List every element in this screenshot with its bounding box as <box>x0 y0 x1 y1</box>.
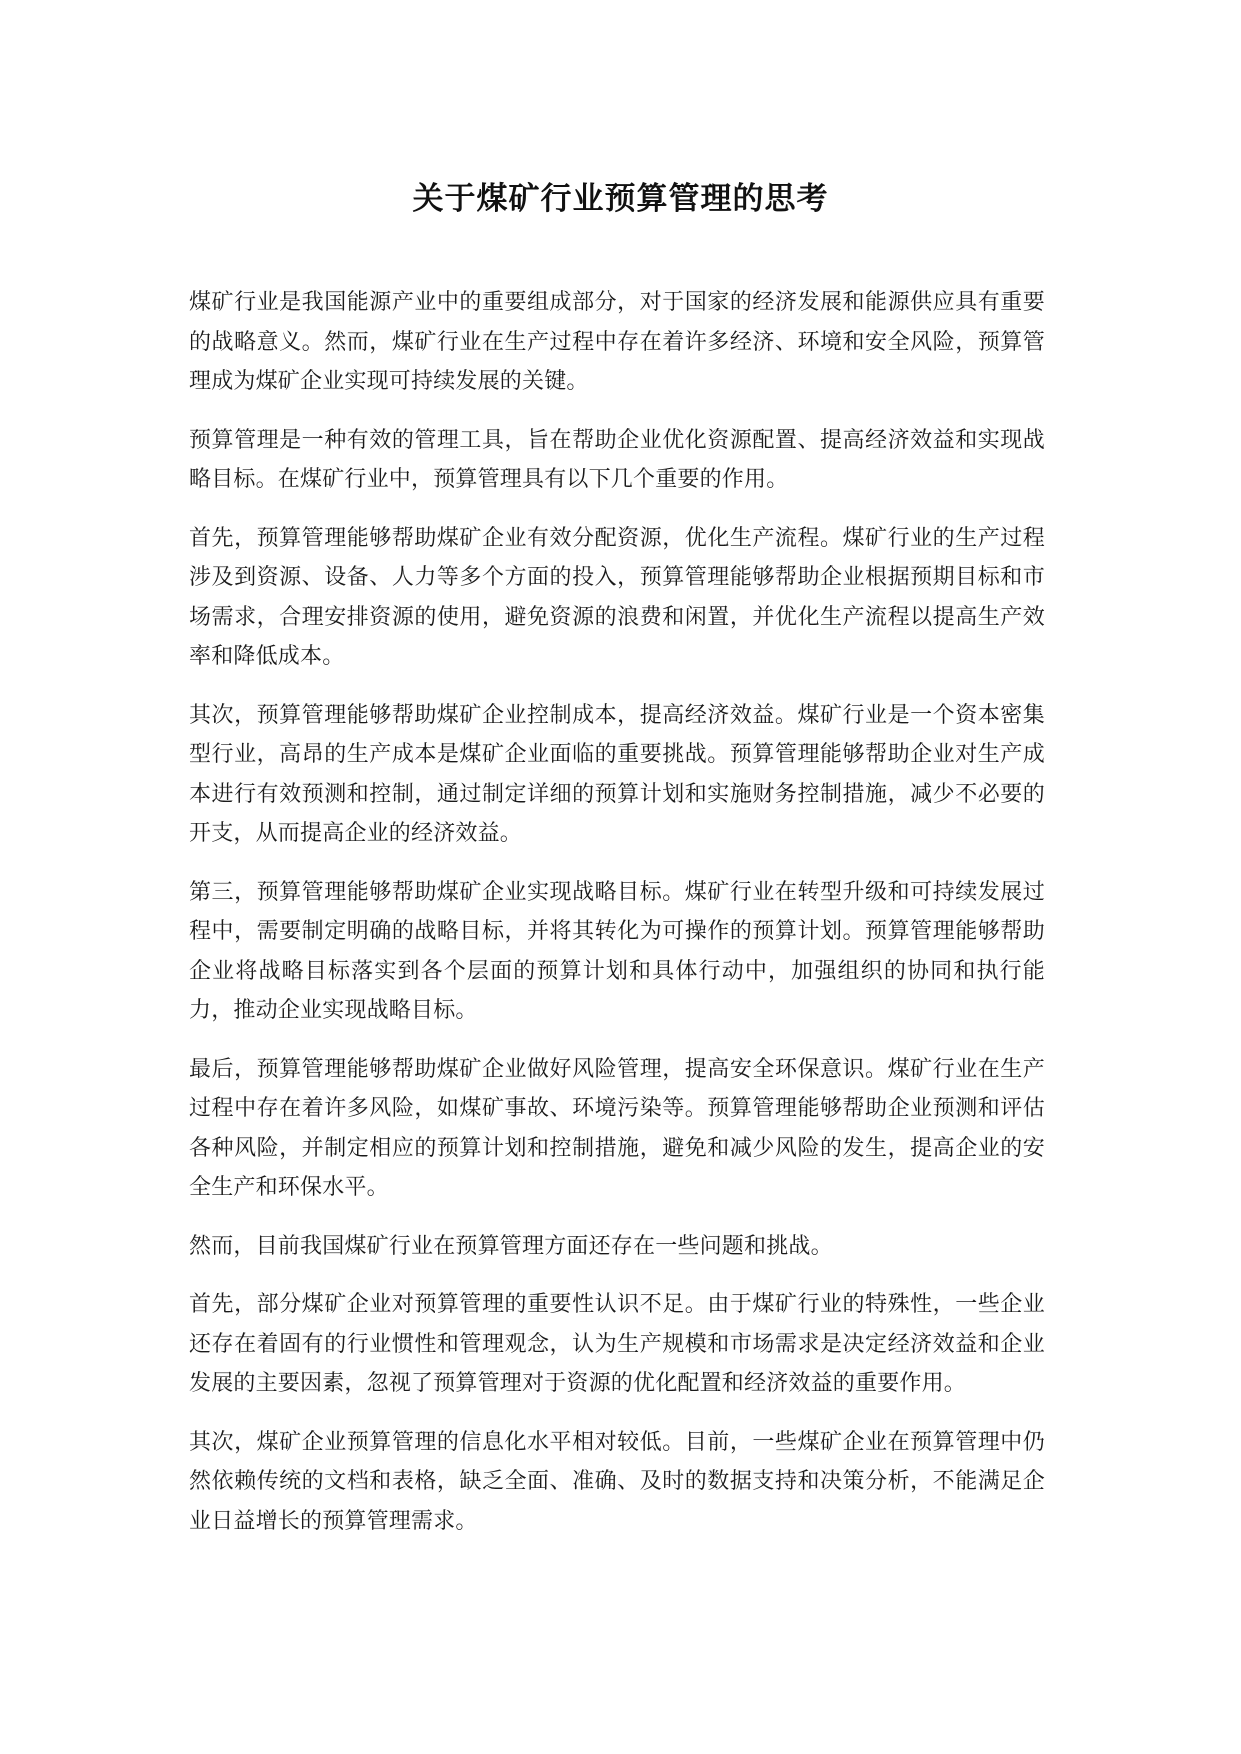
paragraph: 第三，预算管理能够帮助煤矿企业实现战略目标。煤矿行业在转型升级和可持续发展过程中，需要制定明确的战略目标，并将其转化为可操作的预算计划。预算管理能够帮助企业将战略目标落实到各个层面的预算计划和具体行动中，加强组织的协同和执行能力，推动企业实现战略目标。 <box>189 879 1045 1023</box>
paragraph: 首先，预算管理能够帮助煤矿企业有效分配资源，优化生产流程。煤矿行业的生产过程涉及到资源、设备、人力等多个方面的投入，预算管理能够帮助企业根据预期目标和市场需求，合理安排资源的使用，避免资源的浪费和闲置，并优化生产流程以提高生产效率和降低成本。 <box>189 525 1045 669</box>
paragraph: 预算管理是一种有效的管理工具，旨在帮助企业优化资源配置、提高经济效益和实现战略目标。在煤矿行业中，预算管理具有以下几个重要的作用。 <box>189 427 1045 492</box>
paragraph: 首先，部分煤矿企业对预算管理的重要性认识不足。由于煤矿行业的特殊性，一些企业还存在着固有的行业惯性和管理观念，认为生产规模和市场需求是决定经济效益和企业发展的主要因素，忽视了预算管理对于资源的优化配置和经济效益的重要作用。 <box>189 1292 1045 1396</box>
document-body <box>189 283 1045 1560</box>
document-title: 关于煤矿行业预算管理的思考 <box>412 181 829 217</box>
paragraph: 煤矿行业是我国能源产业中的重要组成部分，对于国家的经济发展和能源供应具有重要的战略意义。然而，煤矿行业在生产过程中存在着许多经济、环境和安全风险，预算管理成为煤矿企业实现可持续发展的关键。 <box>189 290 1045 394</box>
paragraph: 最后，预算管理能够帮助煤矿企业做好风险管理，提高安全环保意识。煤矿行业在生产过程中存在着许多风险，如煤矿事故、环境污染等。预算管理能够帮助企业预测和评估各种风险，并制定相应的预算计划和控制措施，避免和减少风险的发生，提高企业的安全生产和环保水平。 <box>189 1056 1045 1200</box>
paragraph: 其次，预算管理能够帮助煤矿企业控制成本，提高经济效益。煤矿行业是一个资本密集型行业，高昂的生产成本是煤矿企业面临的重要挑战。预算管理能够帮助企业对生产成本进行有效预测和控制，通过制定详细的预算计划和实施财务控制措施，减少不必要的开支，从而提高企业的经济效益。 <box>189 702 1045 846</box>
paragraph: 然而，目前我国煤矿行业在预算管理方面还存在一些问题和挑战。 <box>189 1233 833 1259</box>
paragraph: 其次，煤矿企业预算管理的信息化水平相对较低。目前，一些煤矿企业在预算管理中仍然依赖传统的文档和表格，缺乏全面、准确、及时的数据支持和决策分析，不能满足企业日益增长的预算管理需求。 <box>189 1429 1045 1534</box>
